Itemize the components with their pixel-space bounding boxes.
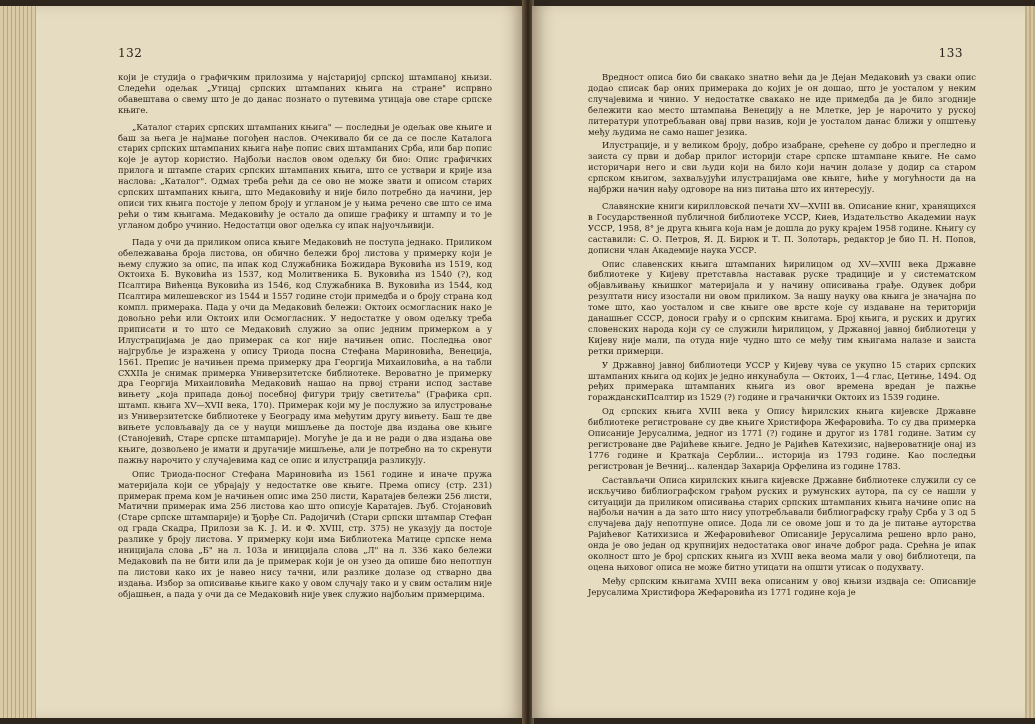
paragraph: Вредност описа био би свакако знатно већи да је Дејан Медаковић уз сваки опис додао списак бар оних примерака до којих је он дошао, што је уосталом у неким случајевима и чинио. У недостатке свакако не иде примедба да је било згодније бележити као место штампања Венецију а не Млетке, јер је нарочито у руској литератури употребљаван овај први назив, који је уосталом данас ближи у општењу међу људима не само нашег језика. <box>588 72 976 137</box>
page-number-right: 133 <box>938 46 963 60</box>
paragraph: У Државној јавној библиотеци УССР у Кијеву чува се укупно 15 старих српских штампаних књига од којих је једно инкунабула — Октоих, 1—4 глас, Цетиње, 1494. Од ређих примерака штампаних књига из овог времена вредан је пажње горажданскиПсалтир из 1529 (?) године и грачанички Октоих из 1539 године. <box>588 359 976 403</box>
right-page <box>532 6 1025 718</box>
right-page-text <box>588 72 976 598</box>
paragraph-book-title: Славянские книги кирилловской печати XV—XVIII вв. Описание книг, хранящихся в Государственной публичной библиотеке УССР, Киев, Издательство Академии наук УССР, 1958, 8° је друга књига која нам је дошла до руку крајем 1958 године. Књигу су саставили: С. О. Петров, Я. Д. Бирюк и Т. П. Золотарь, редактор је био П. Н. Попов, дописни члан Академије наука УССР. <box>588 200 976 255</box>
paragraph: Илустрације, и у великом броју, добро изабране, срећене су добро и прегледно и заиста су први и добар прилог историји старе српске штампане књиге. Не само историчари него и сви људи који на било који начин долазе у додир са старом српском књигом, захваљујући илустрацијама ове књиге, ћиће у могућности да на најбржи начин нађу одговоре на низ питања што их интересују. <box>588 140 976 195</box>
left-page-text <box>118 72 492 600</box>
paragraph: Састављачи Описа кирилских књига кијевске Државне библиотеке служили су се искључиво библиографском грађом руских и румунских аутора, па су се нашли у ситуацији да приликом описивања старих српских штампаних књига начине опис на најбољи начин а да зато што нису употребљавали библиографску грађу Срба у 3 од 5 случајева дају непотпуне описе. Дода ли се овоме још и то да је питање ауторства Рајићевог Катихизиса и Жефаровићевог Описаније Јерусалима решено врло рано, онда је ово један од крупнијих недостатака овог иначе доброг рада. Срећна је ипак околност што је број српских књига из XVIII века веома мали у овој библиотеци, па оцена њиховог описа не може битно утицати на општи утисак о подухвату. <box>588 474 976 572</box>
paragraph: Опис славенских књига штампаних ћирилицом од XV—XVIII века Државне библиотеке у Кијеву претставља наставак руске традиције и у систематском објављивању књишког материјала и у начину описивања грађе. Одувек добри резултати нису изостали ни овом приликом. За нашу науку ова књига је значајна по томе што, као уосталом и све књиге ове врсте које су издаване на територији данашњег СССР, доноси грађу и о српским књигама. Број књига, и руских и других словенских народа који су се служили ћирилицом, у Државној јавној библиотеци у Кијеву није мали, па отуда није чудно што се међу тим књигама налазе и заиста ретки примерци. <box>588 258 976 356</box>
page-number-left: 132 <box>118 46 143 60</box>
paragraph: Међу српским књигама XVIII века описаним у овој књизи издваја се: Описаније Јерусалима Христифора Жефаровића из 1771 године која је <box>588 575 976 597</box>
paragraph: који је студија о графичким прилозима у најстаријој српској штампаној књизи. Следећи одељак „Утицај српских штампаних књига на стране" испрвно обавештава о свему што је до данас познато о путевима утицаја ове старе српске књиге. <box>118 72 492 115</box>
left-page <box>36 6 524 718</box>
paragraph: Од српских књига XVIII века у Опису ћирилских књига кијевске Државне библиотеке регистроване су две књиге Христифора Жефаровића. То су два примерка Описаније Јерусалима, једног из 1771 (?) године и другог из 1781 године. Затим су регистроване две Рајићеве књиге. Једно је Рајићев Катехизис, највероватније онај из 1776 године и Краткаја Серблии... историја из 1793 године. Као последњи регистрован је Вечниј... календар Захарија Орфелина из године 1783. <box>588 406 976 471</box>
paragraph: „Каталог старих српских штампаних књига" — последњи је одељак ове књиге и баш за њега је најмање погођен наслов. Очекивало би се да се после Каталога старих српских штампаних књига нађе попис свих штампаних Срба, или бар попис које је аутор користио. Најбољи наслов овом одељку би био: Опис графичких прилога и штампе старих српских штампаних књига, што се уствари и крије иза наслова: „Каталог". Одмах треба рећи да се ово не може звати и описом старих српских штампаних књига, што Медаковићу и није било потребно да начини, јер описи тих књига постоје у лепом броју и угланом је у њима речено све што се има рећи о тим књигама. Медаковићу је остало да опише графику и штампу и то је угланом добро учинио. Недостатци овог одељка су ипак најуочљивији. <box>118 121 492 230</box>
paragraph: Пада у очи да приликом описа књиге Медаковић не поступа једнако. Приликом обележавања броја листова, он обично бележи број листова у примерку који је њему служио за опис, па ипак код Служабника Божидара Вуковића из 1519, код Октоиха Б. Вуковића из 1537, код Молитвеника Б. Вуковића из 1540 (?), код Псалтира Вићенца Вуковића из 1546, код Служабника В. Вуковића из 1544, код Псалтира милешевског из 1544 и 1557 године стоји примедба и о броју страна код компл. примерака. Пада у очи да Медаковић бележи: Октоих осмогласник нако је довољно рећи или Октоих или Осмогласник. У недостатке у овом одељку треба приписати и то што се Медаковић служио за опис једним примерком а у Илустрацијама је дао примерак са ког није начињен опис. Последња овог најгрубље је изражена у опису Триода посна Стефана Мариновића, Венеција, 1561. Препис је начињен према примерку дра Георгија Михаиловића, а на табли CXXIIа је снимак примерка Универзитетске библиотеке. Вероватно је примерку дра Георгија Михаиловића Медаковић нашао на првој страни испод заставе вињету „која припада доњој посебној фигури трију светитеља" (Графика срп. штамп. књига XV—XVII века, 170). Примерак који му је послужио за илустровање из Универзитетске библиотеке у Београду има међутим другу вињету. Баш те две вињете условљавају да се у науци мишљење да постоје два издања ове књиге (Станојевић, Старе српске штампарије). Могуће је да и не ради о два издања ове књиге, дозвољено је имати и другачије мишљење, али је потребно на то скренути пажњу нарочито у случајевима кад се опис и илустрација разликују. <box>118 236 492 465</box>
paragraph: Опис Триода-посног Стефана Мариновића из 1561 године и иначе пружа материјала који се убрајају у недостатке ове књиге. Према опису (стр. 231) примерак према ком је начињен опис има 250 листи, Каратајев бележи 256 листи, Матични примерак има 256 листова као што описује Каратајев. Љуб. Стојановић (Старе српске штампарије) и Ђорђе Сп. Радојичић (Стари српски штампар Стефан од града Скадра, Прилози за К. Ј. И. и Ф. XVIII, стр. 375) не указују да постоје разлике у броју листова. У примерку који има Библиотека Матице српске нема иницијала слова „Б" на л. 103а и иницијала слова „Л" на л. 336 како бележи Медаковић па не бити или да је примерак који је он узео да опише био непотпун па листови како их је навео нису тачни, или разлике долазе од стварно два издања. Избор за описивање књиге како у овом случају тако и у свим осталим није објашњен, а пада у очи да се Медаковић није увек служио најбољим примерцима. <box>118 468 492 599</box>
page-edges-left <box>0 6 40 718</box>
page-edges-right <box>1025 6 1035 718</box>
